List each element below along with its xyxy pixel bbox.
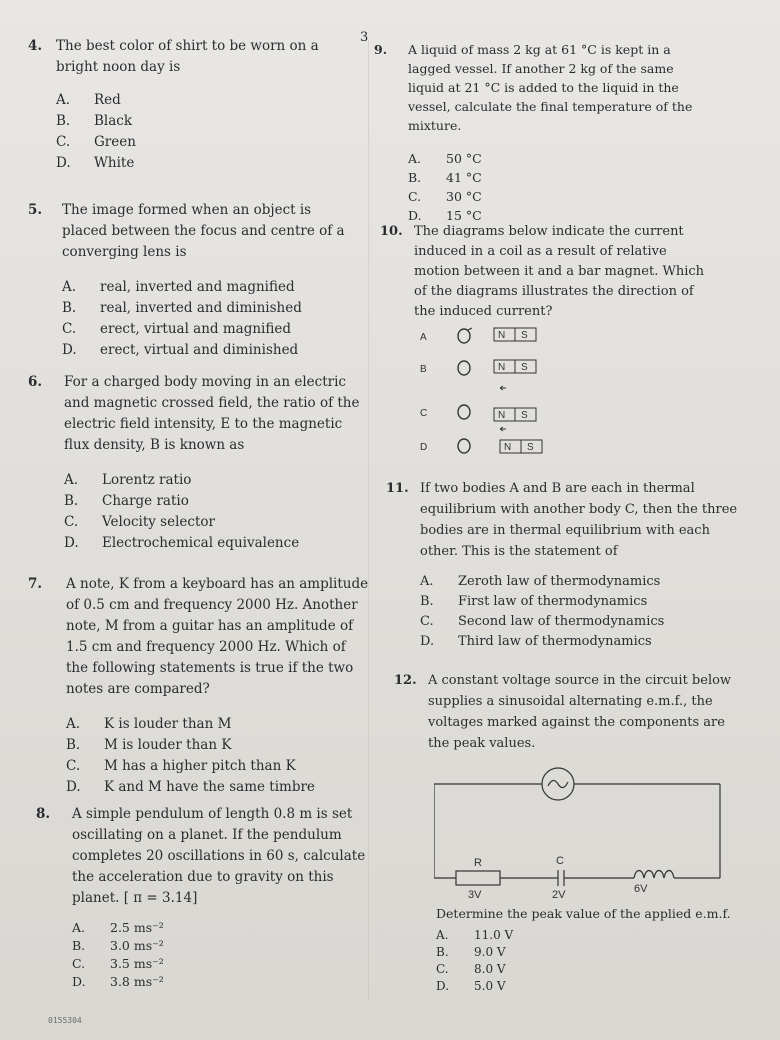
option: A. real, inverted and magnified <box>62 279 295 295</box>
option: D. Electrochemical equivalence <box>64 535 300 551</box>
diagram-label-b: B <box>420 364 427 375</box>
option: D. K and M have the same timbre <box>66 779 315 795</box>
option: D. Third law of thermodynamics <box>420 634 652 649</box>
option: C. Velocity selector <box>64 514 215 530</box>
question-9: 9. A liquid of mass 2 kg at 61 °C is kept in a lagged vessel. If another 2 kg of the same liquid at 21 °C is added to the liquid in the vessel, calculate the final temperature of the mixture. A. 50 °C B. 41 °C C. 30 °C D. 15 °C <box>408 40 708 225</box>
option: B. 9.0 V <box>436 945 506 959</box>
coil-icon <box>458 405 470 419</box>
question-11-options <box>420 572 740 652</box>
question-8-options <box>72 919 376 991</box>
sine-wave-icon <box>548 780 568 787</box>
magnet-n: N <box>498 362 506 373</box>
option: B. real, inverted and diminished <box>62 300 302 316</box>
question-12-options <box>436 927 736 995</box>
question-12-stem: A constant voltage source in the circuit below supplies a sinusoidal alternating e.m.f., the voltages marked against the components are the peak values. <box>428 673 732 751</box>
option: D. 3.8 ms⁻² <box>72 974 164 989</box>
question-4-options <box>56 90 348 174</box>
option: B. Charge ratio <box>64 493 189 509</box>
magnet-s: S <box>521 410 528 421</box>
question-5-stem: The image formed when an object is placed between the focus and centre of a converging lens is <box>62 202 345 260</box>
diagram-label-a: A <box>420 332 427 343</box>
option: B. M is louder than K <box>66 737 232 753</box>
coil-icon <box>458 329 470 343</box>
option: A. K is louder than M <box>66 716 232 732</box>
option: C. Second law of thermodynamics <box>420 614 665 629</box>
diagram-label-c: C <box>420 408 428 419</box>
question-7-options <box>66 714 370 798</box>
page-number: 3 <box>360 30 369 45</box>
option: C. erect, virtual and magnified <box>62 321 291 337</box>
option: D. erect, virtual and diminished <box>62 342 299 358</box>
question-8-stem: A simple pendulum of length 0.8 m is set oscillating on a planet. If the pendulum completes 20 oscillations in 60 s, calculate the acceleration due to gravity on this planet. [ π = 3.14] <box>72 806 366 906</box>
question-10-stem: The diagrams below indicate the current induced in a coil as a result of relative motion between it and a bar magnet. Which of the diagrams illustrates the direction of the induced current? <box>414 224 705 319</box>
question-9-options <box>408 149 708 225</box>
question-11: 11. If two bodies A and B are each in thermal equilibrium with another body C, then the three bodies are in thermal equilibrium with each other. This is the statement of A. Zeroth law of thermodynamics B. First law of thermodynamics C. Second law of thermodynamics D. Third law of thermodynamics <box>420 478 740 652</box>
current-arrow-icon <box>468 328 472 330</box>
coil-icon <box>458 439 470 453</box>
option: A. 2.5 ms⁻² <box>72 920 164 935</box>
diagram-label-d: D <box>420 442 428 453</box>
question-9-stem: A liquid of mass 2 kg at 61 °C is kept in a lagged vessel. If another 2 kg of the same liquid at 21 °C is added to the liquid in the vessel, calculate the final temperature of the mixture. <box>408 42 693 133</box>
option: B. 3.0 ms⁻² <box>72 938 164 953</box>
option: C. 3.5 ms⁻² <box>72 956 164 971</box>
ac-circuit-diagram <box>434 760 734 900</box>
magnet-n: N <box>498 410 506 421</box>
option: D. 5.0 V <box>436 979 506 993</box>
magnet-s: S <box>527 442 534 453</box>
option: C. M has a higher pitch than K <box>66 758 296 774</box>
question-7: 7. A note, K from a keyboard has an amplitude of 0.5 cm and frequency 2000 Hz. Another note, M from a guitar has an amplitude of 1.5 cm and frequency 2000 Hz. Which of the following statements is true if the two notes are compared? A. K is louder than M B. M is louder than K C. M has a higher pitch than K D. K and M have the same timbre <box>66 574 370 798</box>
question-4-stem: The best color of shirt to be worn on a bright noon day is <box>56 38 319 75</box>
magnet-s: S <box>521 362 528 373</box>
question-11-stem: If two bodies A and B are each in thermal equilibrium with another body C, then the three bodies are in thermal equilibrium with each other. This is the statement of <box>420 481 738 559</box>
capacitor-voltage: 2V <box>552 889 566 900</box>
question-12-after: Determine the peak value of the applied e.m.f. <box>436 906 731 921</box>
option: A. 50 °C <box>408 151 482 166</box>
option: A. Red <box>56 92 121 108</box>
option: B. First law of thermodynamics <box>420 594 648 609</box>
option: A. Lorentz ratio <box>64 472 192 488</box>
coil-icon <box>458 361 470 375</box>
option: C. 8.0 V <box>436 962 506 976</box>
question-7-stem: A note, K from a keyboard has an amplitude of 0.5 cm and frequency 2000 Hz. Another note, M from a guitar has an amplitude of 1.5 cm and frequency 2000 Hz. Which of the following statements is true if the two notes are compared? <box>66 576 369 697</box>
question-5: 5. The image formed when an object is placed between the focus and centre of a converging lens is A. real, inverted and magnified B. real, inverted and diminished C. erect, virtual and magnified D. erect, virtual and diminished <box>62 200 352 361</box>
inductor-voltage: 6V <box>634 883 648 895</box>
magnet-n: N <box>504 442 512 453</box>
option: C. Green <box>56 134 136 150</box>
option: C. 30 °C <box>408 189 482 204</box>
question-6-stem: For a charged body moving in an electric and magnetic crossed field, the ratio of the electric field intensity, E to the magnetic flux density, B is known as <box>64 374 360 453</box>
footer-code: 0155304 <box>48 1016 82 1025</box>
question-10: 10. The diagrams below indicate the current induced in a coil as a result of relative motion between it and a bar magnet. Which of the diagrams illustrates the direction of the induced current? <box>414 222 714 322</box>
question-12: 12. A constant voltage source in the circuit below supplies a sinusoidal alternating e.m.f., the voltages marked against the components are the peak values. <box>428 670 738 754</box>
motion-arrow-icon <box>500 386 506 390</box>
option: A. 11.0 V <box>436 928 514 942</box>
option: A. Zeroth law of thermodynamics <box>420 574 661 589</box>
induction-diagrams <box>420 326 560 462</box>
option: B. Black <box>56 113 133 129</box>
magnet-n: N <box>498 330 506 341</box>
magnet-s: S <box>521 330 528 341</box>
inductor-icon <box>634 871 674 879</box>
option: D. 15 °C <box>408 208 482 223</box>
question-6-options <box>64 470 364 554</box>
question-5-options <box>62 277 352 361</box>
resistor-r <box>456 871 500 885</box>
option: D. White <box>56 155 135 171</box>
resistor-label: R <box>474 857 482 869</box>
resistor-voltage: 3V <box>468 889 482 900</box>
question-8: 8. A simple pendulum of length 0.8 m is set oscillating on a planet. If the pendulum completes 20 oscillations in 60 s, calculate the acceleration due to gravity on this planet. [ π = 3.14] A. 2.5 ms⁻² B. 3.0 ms⁻² C. 3.5 ms⁻² D. 3.8 ms⁻² <box>72 804 376 991</box>
option: B. 41 °C <box>408 170 482 185</box>
question-6: 6. For a charged body moving in an electric and magnetic crossed field, the ratio of the electric field intensity, E to the magnetic flux density, B is known as A. Lorentz ratio B. Charge ratio C. Velocity selector D. Electrochemical equivalence <box>64 372 364 554</box>
question-4: 4. The best color of shirt to be worn on a bright noon day is A. Red B. Black C. Green D. White <box>56 36 348 174</box>
capacitor-label: C <box>556 855 564 867</box>
motion-arrow-icon <box>500 427 506 431</box>
question-12-part-2 <box>436 904 736 995</box>
